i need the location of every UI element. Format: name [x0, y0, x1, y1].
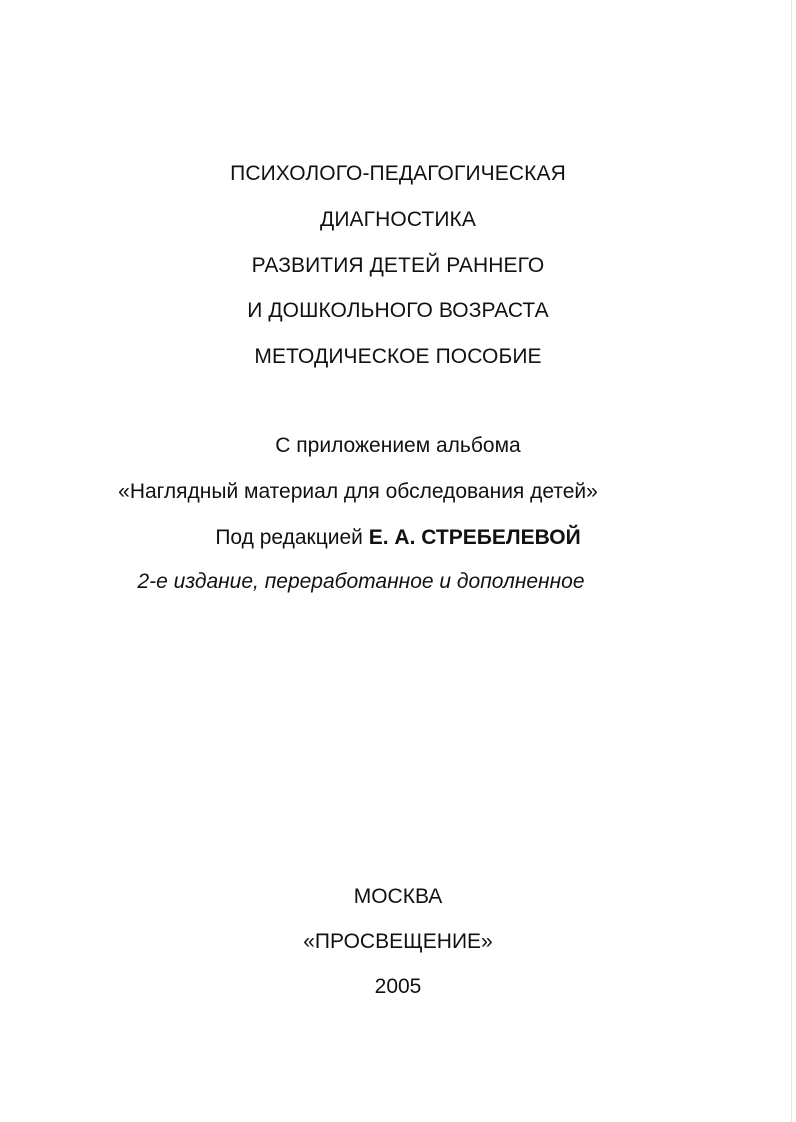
editor-prefix: Под редакцией: [215, 526, 363, 549]
imprint-year: 2005: [374, 975, 422, 998]
editor-line: [0, 525, 796, 551]
title-line-4: И ДОШКОЛЬНОГО ВОЗРАСТА: [247, 299, 549, 322]
title-line-3: РАЗВИТИЯ ДЕТЕЙ РАННЕГО: [251, 254, 545, 277]
title-line-2: ДИАГНОСТИКА: [320, 208, 476, 231]
editor-name: Е. А. СТРЕБЕЛЕВОЙ: [368, 526, 581, 549]
album-title: «Наглядный материал для обследования детей»: [118, 480, 598, 503]
imprint-publisher: «ПРОСВЕЩЕНИЕ»: [303, 930, 493, 953]
edition-note: 2-е издание, переработанное и дополненное: [137, 570, 585, 593]
imprint-city: МОСКВА: [353, 885, 443, 908]
title-line-1: ПСИХОЛОГО-ПЕДАГОГИЧЕСКАЯ: [230, 162, 566, 185]
title-line-5: МЕТОДИЧЕСКОЕ ПОСОБИЕ: [254, 345, 542, 368]
appendix-intro: С приложением альбома: [275, 434, 521, 457]
